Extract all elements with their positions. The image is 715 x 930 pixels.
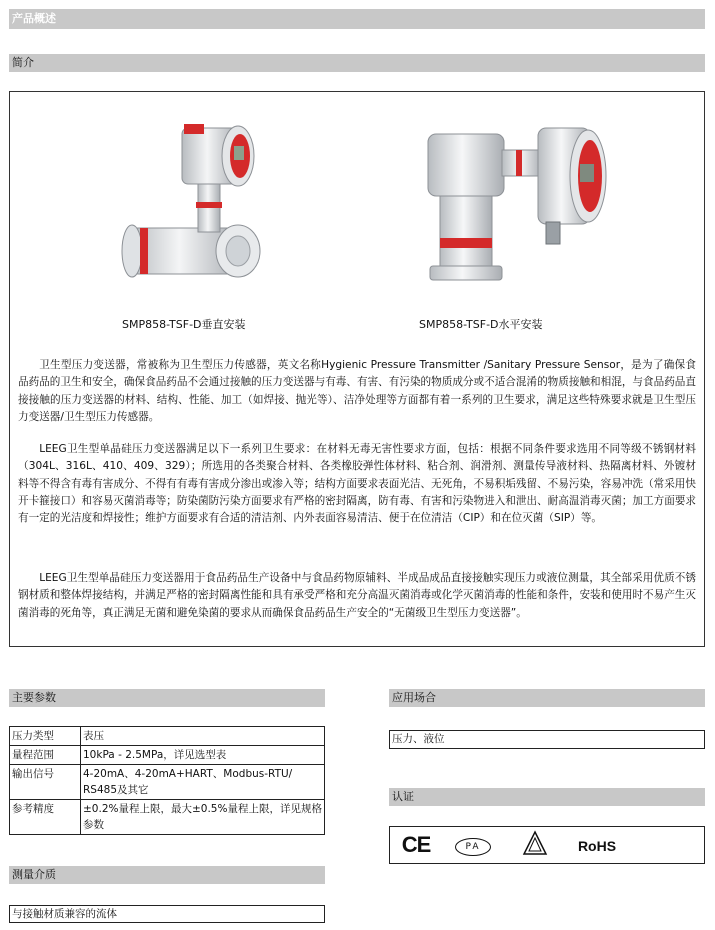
table-row: [10, 765, 325, 800]
rohs-logo: RoHS: [577, 838, 617, 854]
table-row: [10, 746, 325, 765]
pa-logo: PA: [455, 838, 491, 856]
main-params-bar: [9, 689, 325, 707]
intro-paragraph-3: LEEG卫生型单晶硅压力变送器用于食品药品生产设备中与食品药物原辅料、半成品成品直接接触实现压力或液位测量，其全部采用优质不锈钢材质和整体焊接结构，并满足严格的密封隔离性能和具有承受严格和充分高温灭菌消毒或化学灭菌消毒的性能和条件，安装和使用时不易产生灭菌消毒的死角等，真正满足无菌和避免染菌的要求从而确保食品药品生产安全的“无菌级卫生型压力变送器”。: [18, 572, 696, 619]
intro-title: 简介: [12, 56, 34, 69]
application-title: 应用场合: [392, 691, 436, 704]
param-key: 量程范围: [10, 746, 81, 765]
product-image-horizontal: [410, 110, 610, 295]
param-value: ±0.2%量程上限，最大±0.5%量程上限，详见规格参数: [81, 800, 325, 835]
medium-value-box: 与接触材质兼容的流体: [9, 905, 325, 923]
medium-bar: [9, 866, 325, 884]
product-image-vertical: [110, 110, 270, 295]
application-bar: [389, 689, 705, 707]
page-title: 产品概述: [12, 12, 56, 25]
certification-title: 认证: [392, 790, 414, 803]
section-header-bar: [9, 9, 705, 29]
param-value: 4-20mA、4-20mA+HART、Modbus-RTU/ RS485及其它: [81, 765, 325, 800]
certification-bar: [389, 788, 705, 806]
application-value-box: 压力、液位: [389, 730, 705, 749]
table-row: [10, 727, 325, 746]
product-caption-horizontal: SMP858-TSF-D水平安装: [419, 318, 543, 331]
param-value: 表压: [81, 727, 325, 746]
atex-logo: [522, 830, 548, 858]
product-caption-vertical: SMP858-TSF-D垂直安装: [122, 318, 246, 331]
ce-logo: CE: [401, 832, 431, 857]
param-key: 参考精度: [10, 800, 81, 835]
intro-paragraph-2: LEEG卫生型单晶硅压力变送器满足以下一系列卫生要求：在材料无毒无害性要求方面，包括：根据不同条件要求选用不同等级不锈钢材料（304L、316L、410、409、329）；所选用的各类聚合材料、各类橡胶弹性体材料、粘合剂、润滑剂、测量传导液材料、热隔离材料、外镀材料等不得含有毒有害成分、不得有有毒有害成分渗出或渗入等；结构方面要求表面光洁、无死角，不易积垢残留、不易污染，容易冲洗（常采用快开卡箍接口）和容易灭菌消毒等；防染菌防污染方面要求有严格的密封隔离，防有毒、有害和污染物进入和泄出、耐高温消毒灭菌；加工方面要求有一定的光洁度和焊接性；维护方面要求有合适的清洁剂、内外表面容易清洁、便于在位清洁（CIP）和在位灭菌（SIP）等。: [18, 443, 696, 525]
param-key: 压力类型: [10, 727, 81, 746]
param-key: 输出信号: [10, 765, 81, 800]
main-params-table: [9, 726, 325, 835]
intro-section-bar: [9, 54, 705, 72]
table-row: [10, 800, 325, 835]
main-params-title: 主要参数: [12, 691, 56, 704]
medium-title: 测量介质: [12, 868, 56, 881]
param-value: 10kPa - 2.5MPa，详见选型表: [81, 746, 325, 765]
intro-paragraph-1: 卫生型压力变送器，常被称为卫生型压力传感器，英文名称Hygienic Pressure Transmitter /Sanitary Pressure Sensor，是为了确保食品药品的卫生和安全，确保食品药品不会通过接触的压力变送器与有毒、有害、有污染的物质成分或不适合混淆的物质接触和相混，与食品药品直接接触的压力变送器的材料、结构、性能、加工（如焊接、抛光等）、洁净处理等方面都有着一系列的卫生要求，满足这些特殊要求就是卫生型压力变送器/卫生型压力传感器。: [18, 359, 696, 423]
